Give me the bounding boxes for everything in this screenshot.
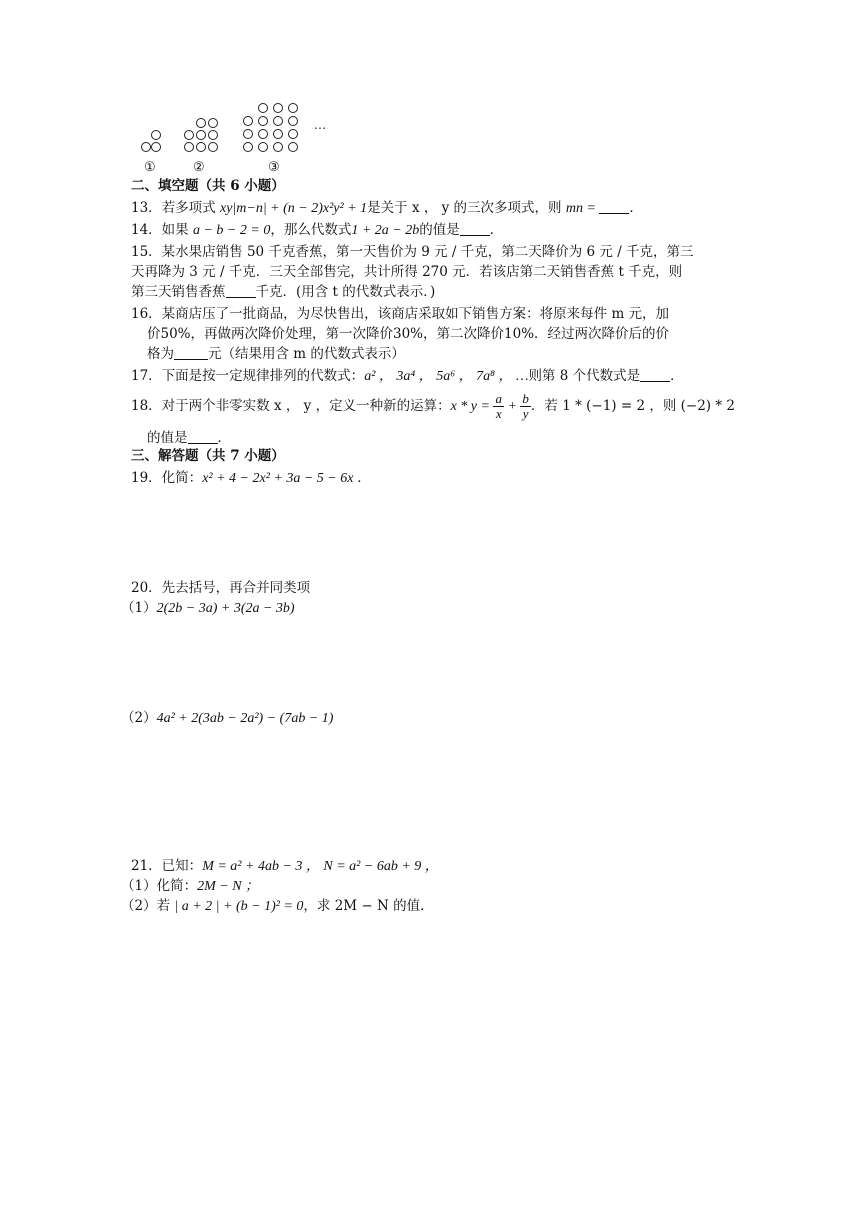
answer-blank[interactable] — [640, 368, 670, 382]
pattern-circle — [152, 143, 161, 152]
q21-prefix: 21．已知： — [131, 858, 203, 874]
q14-equation: a − b − 2 = 0 — [192, 223, 271, 238]
q13-tail: mn = — [565, 201, 600, 216]
pattern-circle — [289, 143, 298, 152]
figure-label-3: ③ — [268, 160, 280, 175]
question-21-part-2 — [121, 896, 434, 917]
q20-part2-label: （2） — [121, 710, 157, 726]
q18-prefix: 18．对于两个非零实数 x ， y ，定义一种新的运算： — [131, 398, 451, 414]
figure-label-2: ② — [193, 160, 205, 175]
q21-part2-prefix: （2）若 — [121, 898, 175, 914]
section-title-solve: 三、解答题（共 7 小题） — [131, 448, 285, 464]
question-16-line-1: 16．某商店压了一批商品，为尽快售出，该商店采取如下销售方案：将原来每件 m 元，加 — [131, 306, 670, 322]
answer-blank[interactable] — [226, 284, 256, 298]
q21-part1-expression: 2M − N ； — [197, 879, 260, 894]
q17-prefix: 17．下面是按一定规律排列的代数式： — [131, 368, 365, 384]
q14-post: 的值是 — [419, 222, 460, 238]
pattern-circle — [142, 143, 151, 152]
question-16-line-3 — [147, 344, 405, 364]
pattern-circle — [289, 117, 298, 126]
q13-middle: 是关于 x ， y 的三次多项式，则 — [367, 200, 566, 216]
q20-part1-label: （1） — [121, 600, 157, 616]
q16-line3-prefix: 格为 — [147, 346, 174, 362]
pattern-circle — [197, 119, 206, 128]
section-title-fill-in: 二、填空题（共 6 小题） — [131, 178, 285, 194]
pattern-circle — [197, 131, 206, 140]
pattern-circle — [244, 117, 253, 126]
pattern-circle — [259, 104, 268, 113]
q19-prefix: 19．化简： — [131, 470, 203, 486]
pattern-circle — [259, 117, 268, 126]
pattern-circle — [152, 131, 161, 140]
question-21-part-1 — [121, 876, 259, 897]
fraction-denominator: y — [522, 406, 529, 421]
fraction-b-over-y — [520, 392, 531, 421]
question-17 — [131, 366, 684, 387]
q21-part2-expression: | a + 2 | + (b − 1)² = 0 — [174, 899, 304, 914]
question-18-line-2 — [147, 428, 231, 448]
q21-given: M = a² + 4ab − 3 ， N = a² − 6ab + 9 ， — [202, 859, 439, 874]
question-18: 18．对于两个非零实数 x ， y ，定义一种新的运算：x * y = $\frac{a}{x}$ + $\frac{b}{y}$ ．若 1 * (−1) = 2 ，则 (−2) * 2 — [131, 391, 735, 421]
pattern-circle — [209, 131, 218, 140]
pattern-circle — [274, 143, 283, 152]
pattern-circle — [244, 143, 253, 152]
q18-line2-prefix: 的值是 — [147, 430, 188, 446]
q20-part2-expression: 4a² + 2(3ab − 2a²) − (7ab − 1) — [156, 711, 334, 726]
q13-expression: xy|m−n| + (n − 2)x²y² + 1 — [219, 201, 368, 216]
answer-blank[interactable] — [188, 430, 218, 444]
pattern-circle — [259, 143, 268, 152]
pattern-circle — [185, 131, 194, 140]
q21-part2-post: ，求 2M − N 的值． — [303, 898, 434, 914]
fraction-a-over-x — [493, 392, 504, 421]
q17-end: ． — [670, 368, 684, 384]
q13-end: ． — [629, 200, 643, 216]
fraction-denominator: x — [495, 406, 502, 421]
pattern-circle — [185, 143, 194, 152]
pattern-circle — [274, 104, 283, 113]
q15-line3-prefix: 第三天销售香蕉 — [131, 284, 226, 300]
question-13 — [131, 198, 643, 219]
pattern-circle — [289, 130, 298, 139]
pattern-circle — [274, 130, 283, 139]
question-15-line-2: 天再降为 3 元 / 千克．三天全部售完，共计所得 270 元．若该店第二天销售香蕉 t 千克，则 — [131, 264, 683, 280]
answer-blank[interactable] — [460, 222, 490, 236]
q18-condition: ．若 1 * (−1) = 2 ，则 (−2) * 2 — [530, 398, 735, 414]
answer-blank[interactable] — [174, 346, 208, 360]
q17-terms: a² ， 3a⁴ ， 5a⁶ ， 7a⁸ ， … — [364, 369, 529, 384]
question-20-part-2 — [121, 708, 333, 729]
question-20-title: 20．先去括号，再合并同类项 — [131, 580, 311, 596]
q13-prefix: 13．若多项式 — [131, 200, 220, 216]
q15-line3-post: 千克．(用含 t 的代数式表示．) — [255, 284, 436, 300]
fraction-numerator: b — [522, 391, 529, 406]
q17-post: 则第 8 个代数式是 — [528, 368, 641, 384]
q14-end: ． — [489, 222, 504, 238]
pattern-circle — [209, 119, 218, 128]
question-21 — [131, 856, 439, 877]
fraction-numerator: a — [495, 391, 502, 406]
question-15-line-1: 15．某水果店销售 50 千克香蕉，第一天售价为 9 元 / 千克，第二天降价为 6 元 / 千克，第三 — [131, 244, 694, 260]
question-15-line-3 — [131, 282, 435, 302]
question-19 — [131, 468, 371, 489]
pattern-circle — [289, 104, 298, 113]
q19-expression: x² + 4 − 2x² + 3a − 5 − 6x ． — [202, 471, 371, 486]
q18-end: ． — [217, 430, 231, 446]
q14-middle: ，那么代数式 — [270, 222, 352, 238]
q14-expression: 1 + 2a − 2b — [351, 223, 420, 238]
q20-part1-expression: 2(2b − 3a) + 3(2a − 3b) — [156, 601, 295, 616]
figure-ellipsis: … — [314, 118, 326, 132]
question-16-line-2: 价50%，再做两次降价处理，第一次降价30%，第二次降价10%．经过两次降价后的价 — [147, 326, 670, 342]
pattern-circle — [197, 143, 206, 152]
circle-pattern-figure — [130, 98, 350, 178]
q14-prefix: 14．如果 — [131, 222, 193, 238]
q21-part1-prefix: （1）化简： — [121, 878, 198, 894]
q16-line3-post: 元（结果用含 m 的代数式表示） — [208, 346, 405, 362]
answer-blank[interactable] — [599, 200, 629, 214]
question-14 — [131, 220, 503, 241]
pattern-circle — [274, 117, 283, 126]
q18-operation: x * y = — [450, 399, 494, 414]
pattern-circle — [209, 143, 218, 152]
figure-label-1: ① — [144, 160, 156, 175]
pattern-circle — [244, 130, 253, 139]
pattern-circle — [259, 130, 268, 139]
question-20-part-1 — [121, 598, 295, 619]
